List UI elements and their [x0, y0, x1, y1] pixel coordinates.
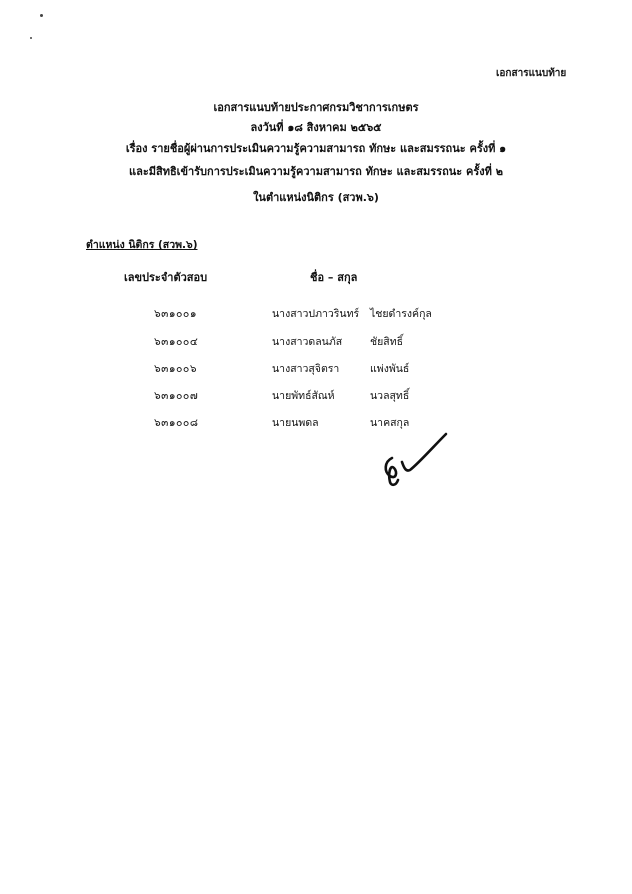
first-name: นางสาวปภาวรินทร์: [272, 308, 360, 320]
header-subject: เรื่อง รายชื่อผู้ผ่านการประเมินความรู้ความสามารถ ทักษะ และสมรรถนะ ครั้งที่ ๑: [125, 142, 507, 155]
table-row: [0, 305, 632, 325]
first-name: นายนพดล: [272, 417, 319, 429]
column-header-name: ชื่อ – สกุล: [310, 271, 358, 284]
exam-id: ๖๓๑๐๐๗: [154, 390, 199, 402]
last-name: นวลสุทธิ์: [370, 390, 410, 402]
header-position: ในตำแหน่งนิติกร (สวพ.๖): [253, 191, 379, 204]
first-name: นางสาวสุจิตรา: [272, 363, 340, 375]
exam-id: ๖๓๑๐๐๑: [154, 308, 197, 320]
header-date: ลงวันที่ ๑๘ สิงหาคม ๒๕๖๕: [250, 121, 382, 134]
header-subject-continued: และมีสิทธิเข้ารับการประเมินความรู้ความสามารถ ทักษะ และสมรรถนะ ครั้งที่ ๒: [129, 165, 503, 178]
signature-mark: [378, 428, 456, 490]
last-name: แพ่งพันธ์: [370, 363, 410, 375]
header-title: เอกสารแนบท้ายประกาศกรมวิชาการเกษตร: [213, 101, 419, 114]
column-header-exam-id: เลขประจำตัวสอบ: [124, 271, 208, 284]
table-row: [0, 360, 632, 380]
table-row: [0, 333, 632, 353]
exam-id: ๖๓๑๐๐๖: [154, 363, 197, 375]
last-name: ไชยดำรงค์กุล: [370, 308, 432, 320]
last-name: นาคสกุล: [370, 417, 410, 429]
table-row: [0, 414, 632, 434]
exam-id: ๖๓๑๐๐๘: [154, 417, 199, 429]
last-name: ชัยสิทธิ์: [370, 336, 404, 348]
exam-id: ๖๓๑๐๐๔: [154, 336, 199, 348]
section-heading: ตำแหน่ง นิติกร (สวพ.๖): [86, 239, 198, 251]
first-name: นางสาวดลนภัส: [272, 336, 343, 348]
scan-speck: [40, 14, 43, 17]
first-name: นายพัทธ์สัณห์: [272, 390, 335, 402]
scan-speck: [30, 37, 32, 39]
table-row: [0, 387, 632, 407]
attachment-label: เอกสารแนบท้าย: [496, 68, 567, 79]
